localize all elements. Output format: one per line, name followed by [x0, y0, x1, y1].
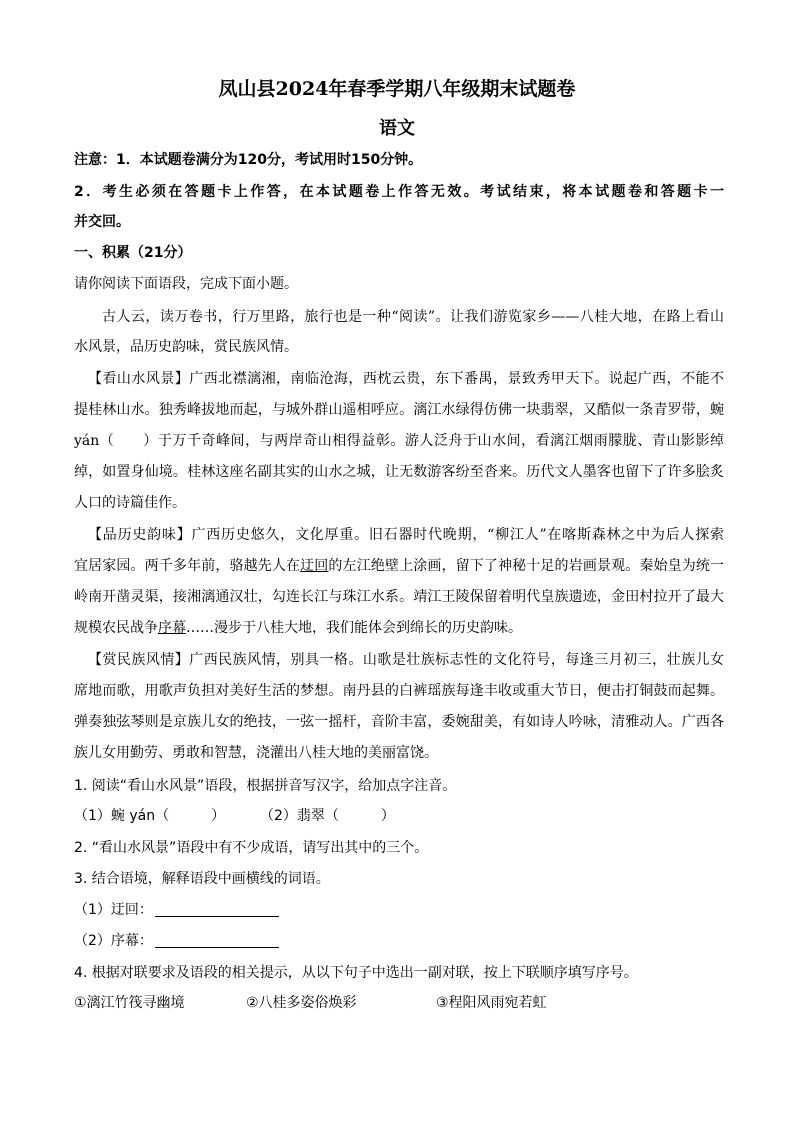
note-line-3: 并交回。	[74, 214, 130, 230]
question-1-option-2: （2）翡翠（ ）	[260, 808, 395, 824]
question-2: 2. “看山水风景”语段中有不少成语，请写出其中的三个。	[74, 840, 429, 856]
question-4: 4. 根据对联要求及语段的相关提示，从以下句子中选出一副对联，按上下联顺序填写序号。	[74, 965, 638, 981]
passage-text: 规模农民战争	[74, 620, 158, 636]
question-3-a	[74, 900, 724, 920]
answer-blank[interactable]	[155, 902, 279, 917]
note-line-2: 2．考生必须在答题卡上作答，在本试题卷上作答无效。考试结束，将本试题卷和答题卡一	[74, 184, 724, 200]
passage-line: 【看山水风景】广西北襟漓湘，南临沧海，西枕云贵，东下番禺，景致秀甲天下。说起广西，不能不	[88, 371, 724, 387]
question-4-options	[74, 993, 724, 1013]
question-3-a-label: （1）迂回：	[74, 902, 153, 918]
passage-line: 绰，如置身仙境。桂林这座名副其实的山水之城，让无数游客纷至沓来。历代文人墨客也留下了许多脍炙	[74, 464, 724, 480]
passage-line: 岭南开凿灵渠，接湘漓通汉壮，勾连长江与珠江水系。靖江王陵保留着明代皇族遗迹，金田村拉开了最大	[74, 589, 724, 605]
question-3-b	[74, 931, 724, 951]
passage-line: 席地而歌，用歌声负担对美好生活的梦想。南丹县的白裤瑶族每逢丰收或重大节日，便击打铜鼓而起舞。	[74, 683, 724, 699]
question-4-option-2: ②八桂多姿俗焕彩	[246, 995, 357, 1011]
section-intro: 请你阅读下面语段，完成下面小题。	[74, 276, 298, 292]
passage-line	[74, 556, 724, 576]
passage-line: 提桂林山水。独秀峰拔地而起，与城外群山遥相呼应。漓江水绿得仿佛一块翡翠，又酷似一条青罗带，蜿	[74, 402, 724, 418]
question-4-option-3: ③程阳风雨宛若虹	[436, 995, 547, 1011]
passage-line: 【赏民族风情】广西民族风情，别具一格。山歌是壮族标志性的文化符号，每逢三月初三，壮族儿女	[88, 652, 724, 668]
question-3: 3. 结合语境，解释语段中画横线的词语。	[74, 871, 330, 887]
passage-text: ……漫步于八桂大地，我们能体会到绵长的历史韵味。	[186, 620, 522, 636]
question-3-b-label: （2）序幕：	[74, 933, 153, 949]
underlined-word: 迂回	[300, 558, 329, 574]
passage-line: yán（ ）于万千奇峰间，与两岸奇山相得益彰。游人泛舟于山水间，看漓江烟雨朦胧、青山影影绰	[74, 433, 724, 449]
passage-line: 古人云，读万卷书，行万里路，旅行也是一种“阅读”。让我们游览家乡——八桂大地，在路上看山	[102, 309, 724, 325]
answer-blank[interactable]	[155, 933, 279, 948]
question-1-options	[74, 806, 724, 826]
question-1: 1. 阅读“看山水风景”语段，根据拼音写汉字，给加点字注音。	[74, 778, 457, 794]
passage-line: 人口的诗篇佳作。	[74, 495, 186, 511]
passage-line: 弹奏独弦琴则是京族儿女的绝技，一弦一摇杆，音阶丰富，委婉甜美，有如诗人吟咏，清雅动人。广西各	[74, 714, 724, 730]
question-4-option-1: ①漓江竹筏寻幽境	[74, 995, 185, 1011]
passage-line: 【品历史韵味】广西历史悠久，文化厚重。旧石器时代晚期，“柳江人”在喀斯森林之中为后人探索	[88, 527, 724, 543]
passage-line: 族儿女用勤劳、勇敢和智慧，浇灌出八桂大地的美丽富饶。	[74, 745, 438, 761]
subject-title: 语文	[379, 118, 415, 139]
passage-text: 的左江绝壁上涂画，留下了神秘十足的岩画景观。秦始皇为统一	[328, 558, 725, 574]
passage-line: 水风景，品历史韵味，赏民族风情。	[74, 339, 298, 355]
passage-line	[74, 618, 724, 638]
underlined-word: 序幕	[158, 620, 186, 636]
section-heading: 一、积累（21分）	[74, 245, 192, 261]
note-line-1: 注意：1．本试题卷满分为120分，考试用时150分钟。	[74, 152, 423, 168]
exam-title: 凤山县2024年春季学期八年级期末试题卷	[218, 78, 576, 100]
question-1-option-1: （1）蜿 yán（ ）	[74, 808, 226, 824]
passage-text: 宜居家园。两千多年前，骆越先人在	[74, 558, 301, 574]
